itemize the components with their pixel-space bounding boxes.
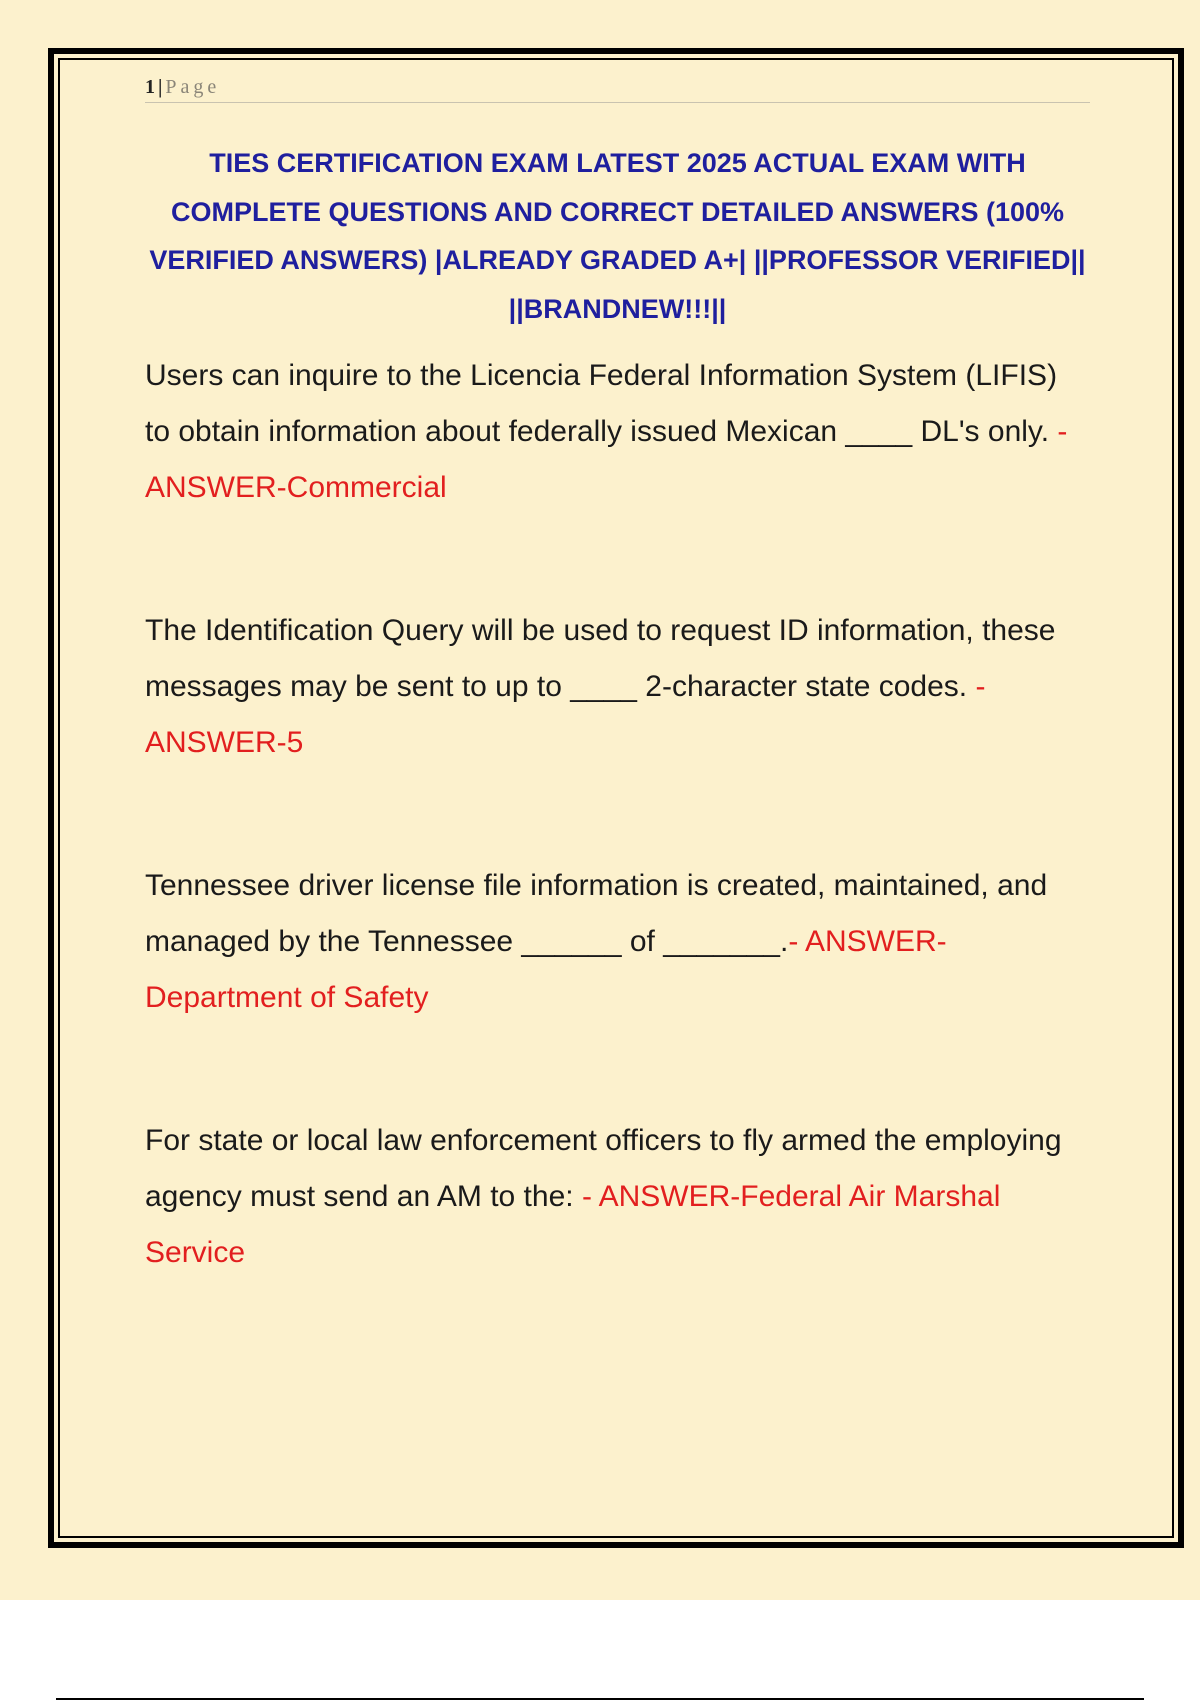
document-title: TIES CERTIFICATION EXAM LATEST 2025 ACTUAL EXAM WITH COMPLETE QUESTIONS AND CORRECT DETAILED ANSWERS (100% VERIFIED ANSWERS) |ALREADY GRADED A+| ||PROFESSOR VERIFIED|| ||BRANDNEW!!!|| (149, 148, 1086, 324)
answer-text: - ANSWER-Department of Safety (145, 925, 947, 1014)
page-separator: | (158, 76, 163, 98)
qa-item (145, 858, 1090, 1026)
question-text: For state or local law enforcement officers to fly armed the employing agency must send an AM to the: (145, 1124, 1062, 1213)
page-header (145, 74, 1090, 103)
qa-item (145, 1113, 1090, 1281)
qa-item (145, 348, 1090, 516)
page-number: 1 (145, 76, 155, 98)
question-text: Tennessee driver license file information is created, maintained, and managed by the Tennessee ______ of _______. (145, 869, 1048, 958)
question-text: Users can inquire to the Licencia Federal Information System (LIFIS) to obtain information about federally issued Mexican ____ DL's only. (145, 359, 1058, 448)
page-label: Page (165, 76, 221, 98)
answer-text: - ANSWER-Commercial (145, 415, 1068, 504)
question-text: The Identification Query will be used to request ID information, these messages may be sent to up to ____ 2-character state codes. (145, 614, 1056, 703)
answer-text: - ANSWER-5 (145, 670, 986, 759)
answer-text: - ANSWER-Federal Air Marshal Service (145, 1180, 1001, 1269)
qa-item (145, 603, 1090, 771)
